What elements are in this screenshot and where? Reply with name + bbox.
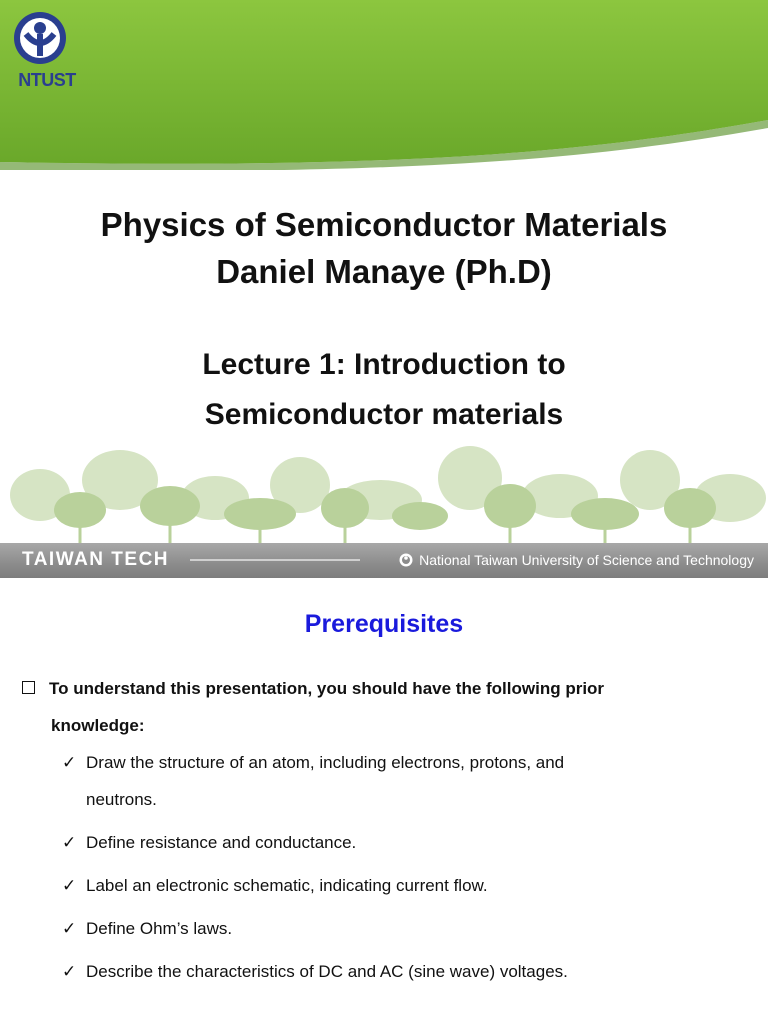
checkmark-icon: ✓ [62,876,77,895]
ntust-small-emblem-icon [399,553,413,567]
list-item [62,744,752,818]
lecture-title-line2: Semiconductor materials [204,398,564,431]
list-item [62,953,752,990]
prerequisites-title: Prerequisites [304,610,464,638]
prerequisites-list [62,744,752,990]
green-header-band [0,0,768,170]
checkmark-icon: ✓ [62,962,77,981]
tree-silhouettes-decoration [0,440,768,546]
taiwan-tech-wordmark: TAIWAN TECH [22,549,170,570]
intro-line2: knowledge: [51,716,145,735]
list-item-text-continued: neutrons. [86,790,157,809]
course-title: Physics of Semiconductor Materials [100,206,668,243]
checkmark-icon: ✓ [62,833,77,852]
checkmark-icon: ✓ [62,919,77,938]
prerequisites-slide [0,578,768,1024]
university-name [399,552,754,568]
logo-text: NTUST [18,70,76,90]
lecture-title-line1: Lecture 1: Introduction to [202,348,566,381]
ntust-emblem-icon [8,8,72,68]
prerequisites-intro [22,670,742,744]
author-name: Daniel Manaye (Ph.D) [216,253,552,290]
checkbox-bullet-icon [22,681,35,694]
list-item-text: Define Ohm’s laws. [86,919,233,938]
list-item-text: Describe the characteristics of DC and AC (sine wave) voltages. [86,962,568,981]
intro-line1: To understand this presentation, you should have the following prior [49,679,605,698]
footer-divider [190,559,360,561]
list-item-text: Draw the structure of an atom, including electrons, protons, and [86,753,565,772]
list-item-text: Label an electronic schematic, indicating current flow. [86,876,488,895]
list-item [62,910,752,947]
list-item [62,824,752,861]
footer-bar [0,543,768,578]
list-item-text: Define resistance and conductance. [86,833,357,852]
list-item [62,867,752,904]
ntust-logo [8,8,76,92]
checkmark-icon: ✓ [62,753,77,772]
university-name-text: National Taiwan University of Science and Technology [419,552,754,568]
